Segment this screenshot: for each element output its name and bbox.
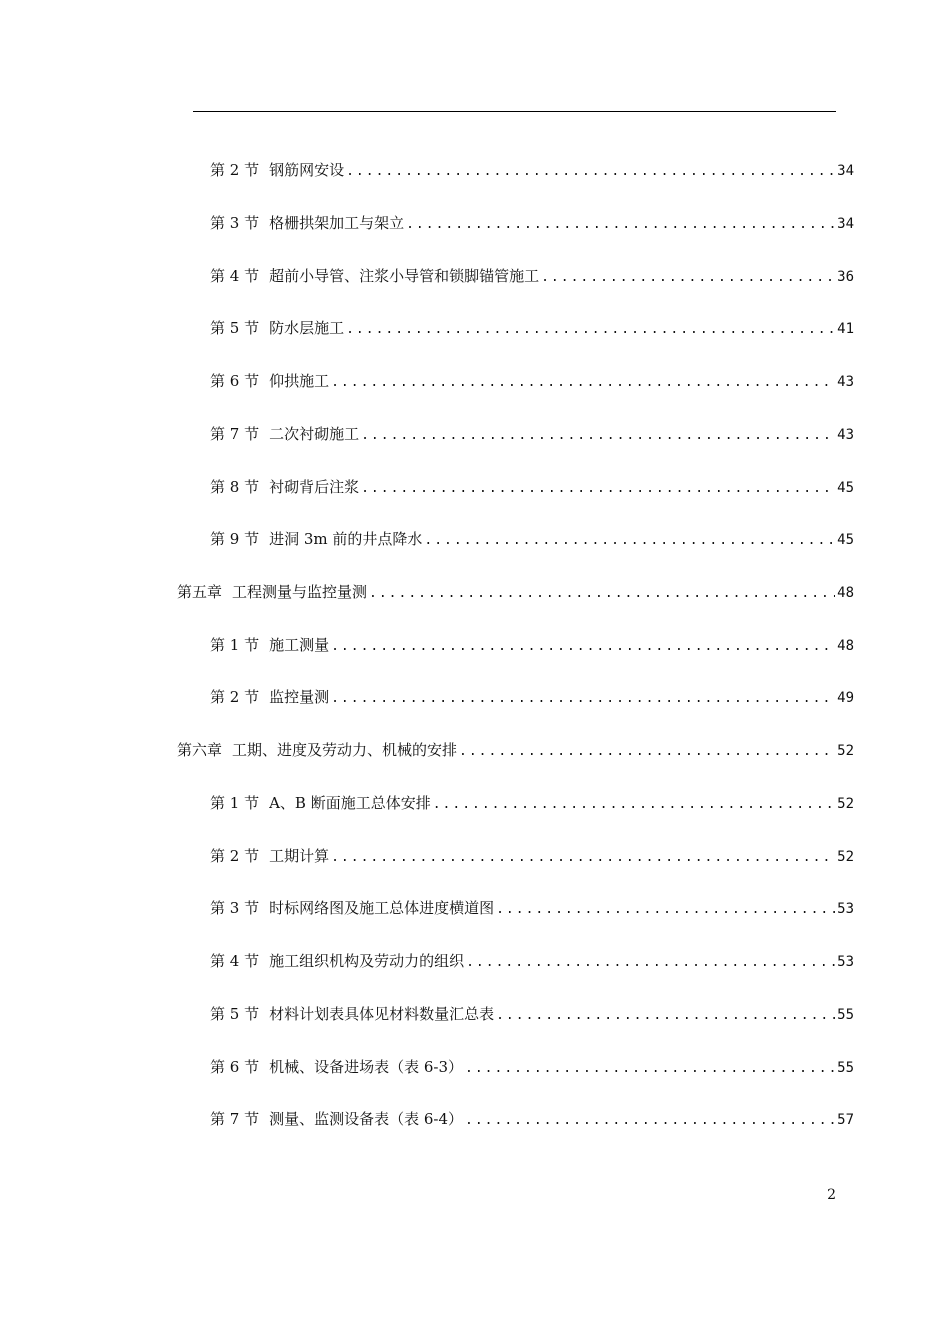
toc-entry[interactable] bbox=[210, 160, 854, 180]
dot-leader bbox=[541, 268, 835, 288]
toc-entry-page: 43 bbox=[837, 374, 854, 390]
dot-leader bbox=[331, 689, 835, 709]
toc-entry-title: 测量、监测设备表（表 6-4） bbox=[269, 1110, 464, 1128]
toc-entry-title: 材料计划表具体见材料数量汇总表 bbox=[269, 1005, 495, 1023]
toc-entry-title: 施工组织机构及劳动力的组织 bbox=[269, 952, 465, 970]
toc-entry[interactable] bbox=[210, 898, 854, 918]
dot-leader bbox=[466, 953, 835, 973]
toc-entry-page: 55 bbox=[837, 1060, 854, 1076]
dot-leader bbox=[331, 637, 835, 657]
toc-entry-label: 第 1 节 bbox=[210, 636, 260, 654]
toc-entry-page: 52 bbox=[837, 796, 854, 812]
toc-entry[interactable] bbox=[210, 1057, 854, 1077]
dot-leader bbox=[433, 795, 835, 815]
toc-entry-label: 第 8 节 bbox=[210, 478, 260, 496]
toc-entry-title: 工程测量与监控量测 bbox=[232, 583, 368, 601]
toc-entry-label: 第 7 节 bbox=[210, 425, 260, 443]
toc-entry[interactable] bbox=[210, 951, 854, 971]
toc-entry-title: 监控量测 bbox=[269, 688, 330, 706]
toc-entry[interactable] bbox=[210, 846, 854, 866]
toc-entry-label: 第 9 节 bbox=[210, 530, 260, 548]
toc-entry[interactable] bbox=[210, 477, 854, 497]
toc-entry-title: 格栅拱架加工与架立 bbox=[269, 214, 405, 232]
toc-entry-page: 48 bbox=[837, 638, 854, 654]
toc-entry-page: 34 bbox=[837, 216, 854, 232]
toc-entry-label: 第 2 节 bbox=[210, 161, 260, 179]
dot-leader bbox=[369, 584, 835, 604]
toc-entry-title: 机械、设备进场表（表 6-3） bbox=[269, 1058, 464, 1076]
toc-entry-page: 55 bbox=[837, 1007, 854, 1023]
dot-leader bbox=[331, 848, 835, 868]
dot-leader bbox=[331, 373, 835, 393]
toc-chapter-entry[interactable] bbox=[177, 740, 854, 760]
toc-entry-title: 衬砌背后注浆 bbox=[269, 478, 360, 496]
toc-entry-title: 二次衬砌施工 bbox=[269, 425, 360, 443]
toc-entry-page: 52 bbox=[837, 743, 854, 759]
toc-entry-page: 48 bbox=[837, 585, 854, 601]
toc-entry-label: 第 5 节 bbox=[210, 1005, 260, 1023]
toc-entry-title: 超前小导管、注浆小导管和锁脚锚管施工 bbox=[269, 267, 540, 285]
dot-leader bbox=[496, 1006, 835, 1026]
toc-entry-label: 第五章 bbox=[177, 583, 223, 601]
toc-entry-label: 第 7 节 bbox=[210, 1110, 260, 1128]
toc-entry[interactable] bbox=[210, 687, 854, 707]
toc-entry-title: 进洞 3m 前的井点降水 bbox=[269, 530, 423, 548]
toc-entry-page: 45 bbox=[837, 532, 854, 548]
toc-entry-page: 53 bbox=[837, 901, 854, 917]
toc-entry-label: 第 3 节 bbox=[210, 214, 260, 232]
toc-entry-page: 34 bbox=[837, 163, 854, 179]
toc-entry-title: 时标网络图及施工总体进度横道图 bbox=[269, 899, 495, 917]
toc-entry-label: 第 4 节 bbox=[210, 267, 260, 285]
toc-entry[interactable] bbox=[210, 424, 854, 444]
toc-chapter-entry[interactable] bbox=[177, 582, 854, 602]
toc-entry[interactable] bbox=[210, 529, 854, 549]
toc-entry-title: 防水层施工 bbox=[269, 319, 345, 337]
toc-entry-page: 53 bbox=[837, 954, 854, 970]
toc-entry-label: 第 2 节 bbox=[210, 847, 260, 865]
toc-entry-title: 工期、进度及劳动力、机械的安排 bbox=[232, 741, 458, 759]
toc-entry-page: 36 bbox=[837, 269, 854, 285]
toc-entry-label: 第 2 节 bbox=[210, 688, 260, 706]
dot-leader bbox=[465, 1111, 835, 1131]
toc-entry-title: 仰拱施工 bbox=[269, 372, 330, 390]
dot-leader bbox=[346, 320, 835, 340]
toc-entry[interactable] bbox=[210, 1004, 854, 1024]
dot-leader bbox=[361, 479, 835, 499]
toc-entry-label: 第 1 节 bbox=[210, 794, 260, 812]
page-number: 2 bbox=[827, 1187, 836, 1203]
dot-leader bbox=[406, 215, 835, 235]
toc-entry-page: 43 bbox=[837, 427, 854, 443]
toc-entry[interactable] bbox=[210, 1109, 854, 1129]
toc-entry[interactable] bbox=[210, 635, 854, 655]
dot-leader bbox=[424, 531, 835, 551]
toc-entry-label: 第六章 bbox=[177, 741, 223, 759]
toc-entry-page: 49 bbox=[837, 690, 854, 706]
toc-entry-title: 钢筋网安设 bbox=[269, 161, 345, 179]
toc-entry-title: 工期计算 bbox=[269, 847, 330, 865]
toc-entry-label: 第 5 节 bbox=[210, 319, 260, 337]
toc-entry-label: 第 3 节 bbox=[210, 899, 260, 917]
dot-leader bbox=[465, 1059, 835, 1079]
dot-leader bbox=[361, 426, 835, 446]
toc-entry[interactable] bbox=[210, 793, 854, 813]
toc-entry-page: 52 bbox=[837, 849, 854, 865]
toc-entry-page: 45 bbox=[837, 480, 854, 496]
toc-entry[interactable] bbox=[210, 266, 854, 286]
toc-entry-title: 施工测量 bbox=[269, 636, 330, 654]
toc-entry[interactable] bbox=[210, 213, 854, 233]
toc-entry-title: A、B 断面施工总体安排 bbox=[269, 794, 431, 812]
toc-entry[interactable] bbox=[210, 318, 854, 338]
dot-leader bbox=[496, 900, 835, 920]
toc-entry-page: 41 bbox=[837, 321, 854, 337]
toc-entry-label: 第 6 节 bbox=[210, 1058, 260, 1076]
toc-entry-page: 57 bbox=[837, 1112, 854, 1128]
dot-leader bbox=[459, 742, 835, 762]
dot-leader bbox=[346, 162, 835, 182]
toc-entry[interactable] bbox=[210, 371, 854, 391]
toc-entry-label: 第 6 节 bbox=[210, 372, 260, 390]
toc-entry-label: 第 4 节 bbox=[210, 952, 260, 970]
